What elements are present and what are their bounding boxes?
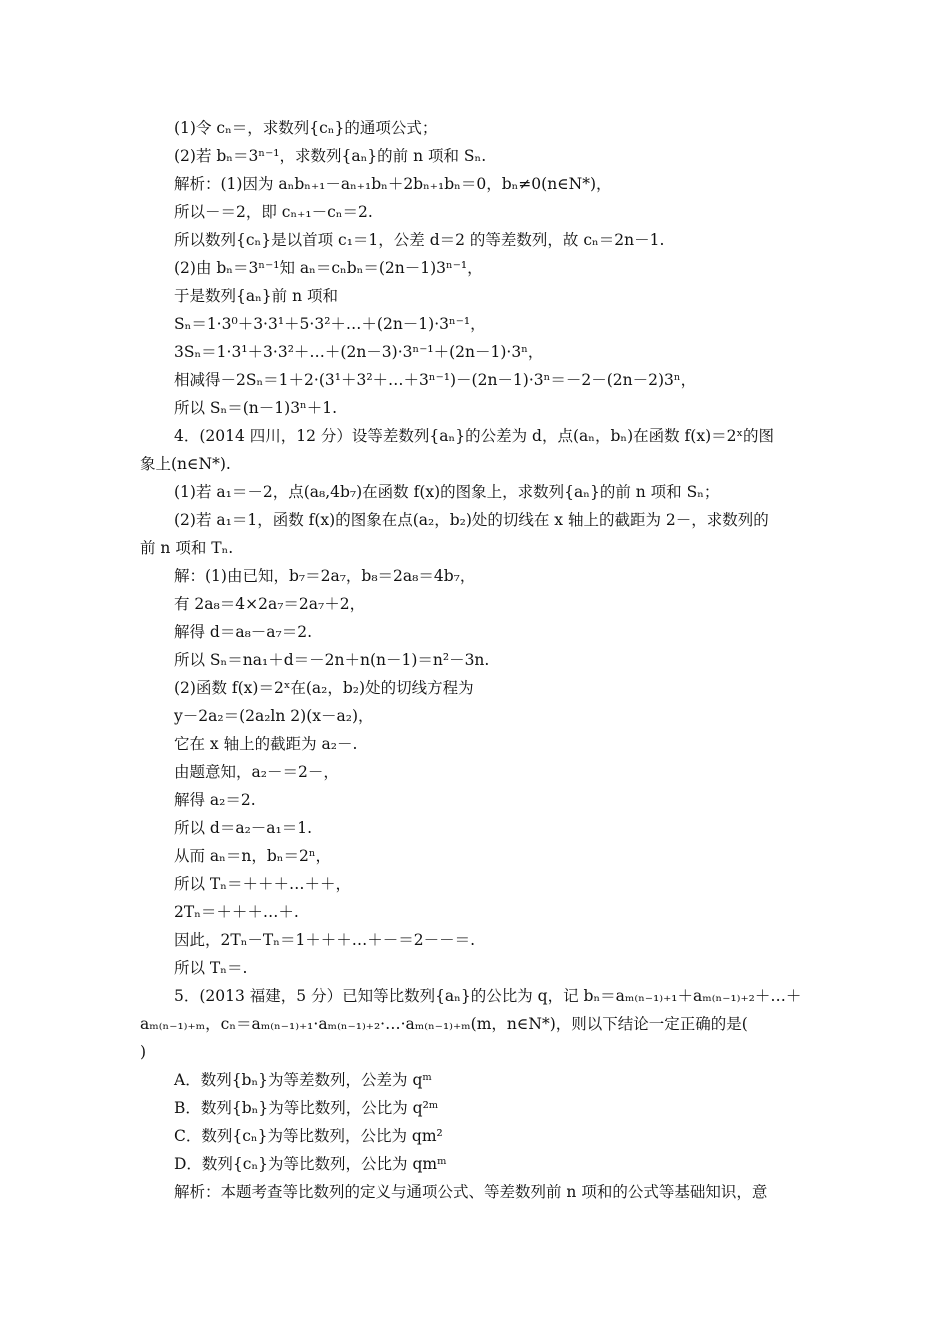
text-line: 所以 Tₙ＝＋＋＋…＋＋， (174, 875, 351, 893)
text-line: 所以－＝2，即 cₙ₊₁－cₙ＝2. (174, 203, 373, 221)
text-line: 因此，2Tₙ－Tₙ＝1＋＋＋…＋－＝2－－＝. (174, 931, 476, 949)
text-line: 所以数列{cₙ}是以首项 c₁＝1，公差 d＝2 的等差数列，故 cₙ＝2n－1. (174, 231, 665, 249)
text-line: 所以 Sₙ＝(n－1)3ⁿ＋1. (174, 399, 338, 417)
text-line: ) (140, 1043, 147, 1061)
text-line: (2)若 a₁＝1，函数 f(x)的图象在点(a₂，b₂)处的切线在 x 轴上的截距为 2－，求数列的 (174, 511, 769, 529)
text-line: 解得 d＝a₈－a₇＝2. (174, 623, 313, 641)
text-line: 相减得－2Sₙ＝1＋2·(3¹＋3²＋…＋3ⁿ⁻¹)－(2n－1)·3ⁿ＝－2－(2n－2)3ⁿ， (174, 371, 697, 389)
text-line: 2Tₙ＝＋＋＋…＋. (174, 903, 299, 921)
text-line: 象上(n∈N*). (140, 455, 231, 473)
text-line: 所以 d＝a₂－a₁＝1. (174, 819, 313, 837)
option-a: A．数列{bₙ}为等差数列，公差为 qᵐ (174, 1071, 432, 1089)
text-line: 解析：本题考查等比数列的定义与通项公式、等差数列前 n 项和的公式等基础知识，意 (174, 1183, 768, 1201)
text-line: 从而 aₙ＝n，bₙ＝2ⁿ， (174, 847, 332, 865)
text-line: (1)若 a₁＝－2，点(a₈,4b₇)在函数 f(x)的图象上，求数列{aₙ}的前 n 项和 Sₙ； (174, 483, 720, 501)
text-line: 解得 a₂＝2. (174, 791, 256, 809)
option-d: D．数列{cₙ}为等比数列，公比为 qmᵐ (174, 1155, 447, 1173)
option-b: B．数列{bₙ}为等比数列，公比为 q²ᵐ (174, 1099, 439, 1117)
text-line: (2)函数 f(x)＝2ˣ在(a₂，b₂)处的切线方程为 (174, 679, 474, 697)
option-c: C．数列{cₙ}为等比数列，公比为 qm² (174, 1127, 443, 1145)
question-4-line: 4．(2014 四川，12 分）设等差数列{aₙ}的公差为 d，点(aₙ，bₙ)在函数 f(x)＝2ˣ的图 (174, 427, 775, 445)
text-line: y－2a₂＝(2a₂ln 2)(x－a₂)， (174, 707, 374, 725)
text-line: 前 n 项和 Tₙ. (140, 539, 234, 557)
text-line: 解析：(1)因为 aₙbₙ₊₁－aₙ₊₁bₙ＋2bₙ₊₁bₙ＝0，bₙ≠0(n∈N*)， (174, 175, 612, 193)
question-5-line: 5．(2013 福建，5 分）已知等比数列{aₙ}的公比为 q，记 bₙ＝aₘ₍ₙ₋₁₎₊₁＋aₘ₍ₙ₋₁₎₊₂＋…＋ (174, 987, 802, 1005)
text-line: (2)若 bₙ＝3ⁿ⁻¹，求数列{aₙ}的前 n 项和 Sₙ. (174, 147, 487, 165)
text-line: 有 2a₈＝4×2a₇＝2a₇＋2， (174, 595, 366, 613)
text-line: 所以 Sₙ＝na₁＋d＝－2n＋n(n－1)＝n²－3n. (174, 651, 490, 669)
text-line: aₘ₍ₙ₋₁₎₊ₘ，cₙ＝aₘ₍ₙ₋₁₎₊₁·aₘ₍ₙ₋₁₎₊₂·…·aₘ₍ₙ₋₁₎₊ₘ(m，n∈N*)，则以下结论一定正确的是( (140, 1015, 748, 1033)
text-line: (1)令 cₙ＝，求数列{cₙ}的通项公式； (174, 119, 438, 137)
text-line: 所以 Tₙ＝. (174, 959, 248, 977)
text-line: 它在 x 轴上的截距为 a₂－. (174, 735, 358, 753)
text-line: 于是数列{aₙ}前 n 项和 (174, 287, 339, 305)
text-line: (2)由 bₙ＝3ⁿ⁻¹知 aₙ＝cₙbₙ＝(2n－1)3ⁿ⁻¹， (174, 259, 483, 277)
text-line: 由题意知，a₂－＝2－， (174, 763, 339, 781)
text-line: 3Sₙ＝1·3¹＋3·3²＋…＋(2n－3)·3ⁿ⁻¹＋(2n－1)·3ⁿ， (174, 343, 544, 361)
text-line: Sₙ＝1·3⁰＋3·3¹＋5·3²＋…＋(2n－1)·3ⁿ⁻¹， (174, 315, 486, 333)
text-line: 解：(1)由已知，b₇＝2a₇，b₈＝2a₈＝4b₇， (174, 567, 476, 585)
